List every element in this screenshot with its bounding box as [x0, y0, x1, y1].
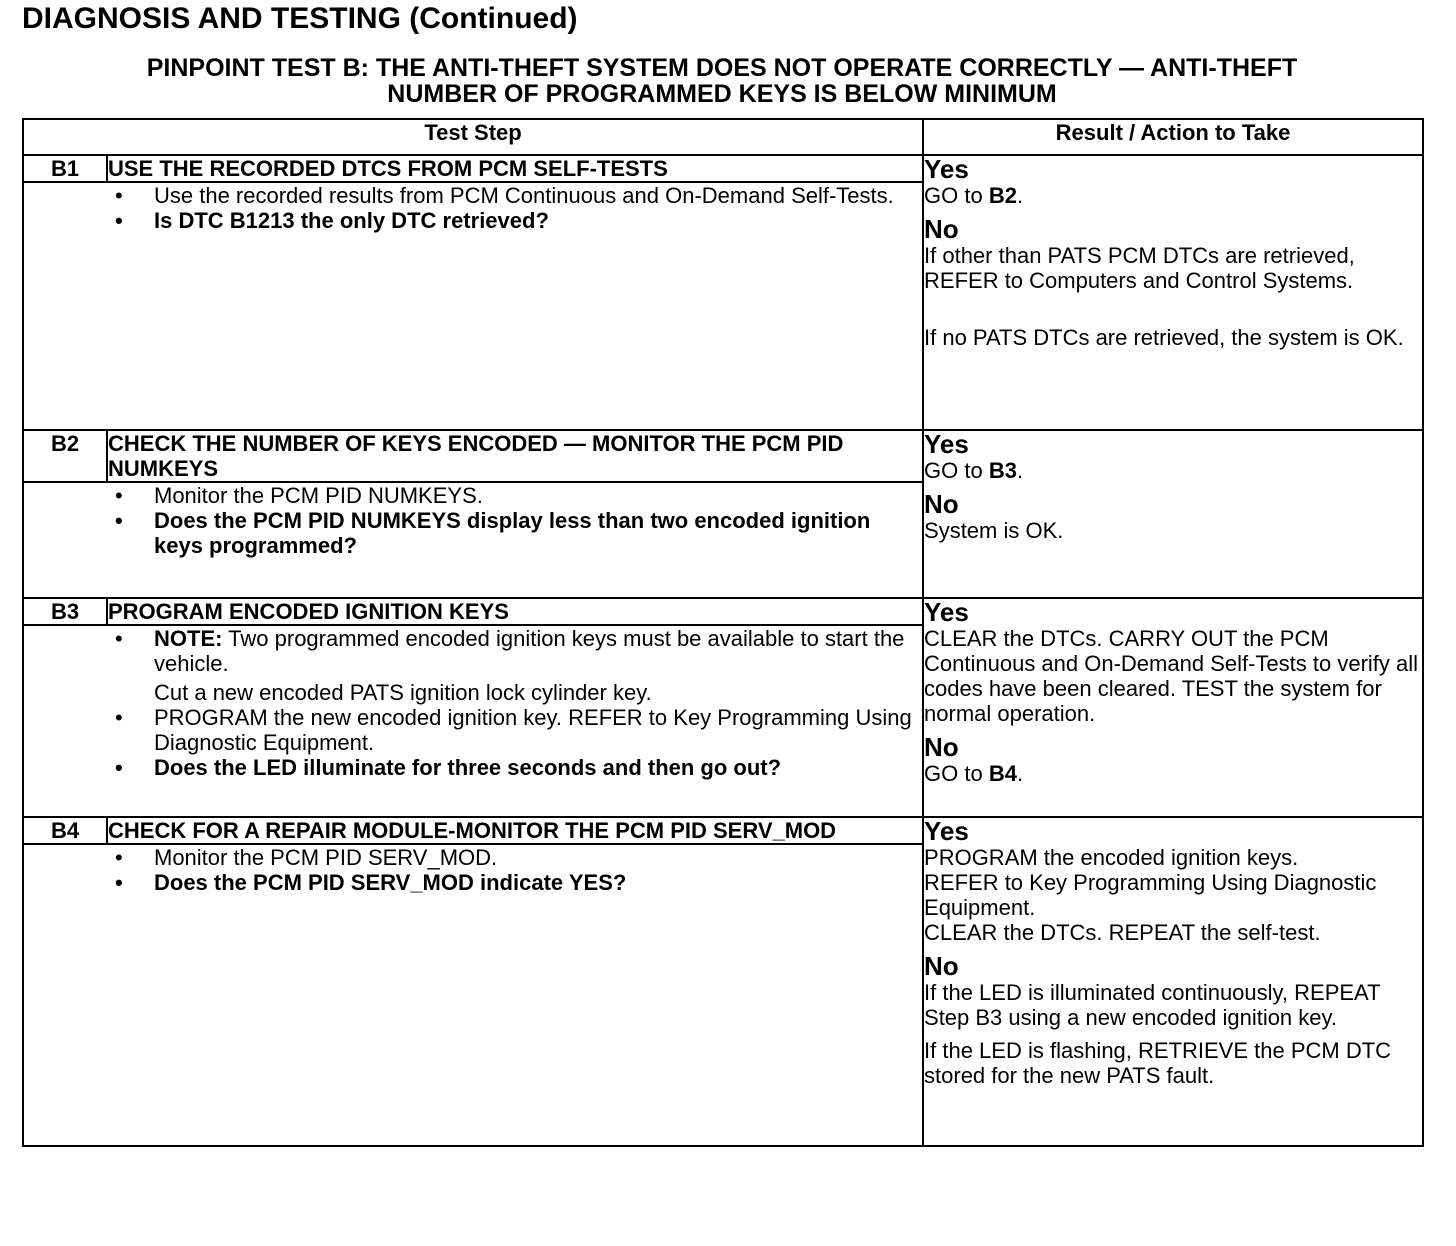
step-header-row	[23, 598, 1423, 625]
no-action-secondary: If the LED is flashing, RETRIEVE the PCM DTC stored for the new PATS fault.	[924, 1038, 1392, 1088]
step-instruction: • Monitor the PCM PID SERV_MOD.	[24, 845, 922, 870]
step-result-cell	[923, 598, 1423, 817]
step-reference: B4	[988, 761, 1017, 786]
note-label: NOTE:	[154, 626, 223, 651]
no-action-secondary: If no PATS DTCs are retrieved, the system is OK.	[924, 325, 1404, 350]
step-body	[23, 182, 923, 430]
yes-action: CLEAR the DTCs. CARRY OUT the PCM Continuous and On-Demand Self-Tests to verify all codes have been cleared. TEST the system for normal operation.	[924, 626, 1419, 726]
result-no	[924, 953, 1422, 1088]
result-yes	[924, 156, 1422, 208]
result-no	[924, 216, 1422, 350]
step-result-cell	[923, 430, 1423, 598]
step-id: B1	[23, 155, 107, 182]
yes-action: PROGRAM the encoded ignition keys.	[924, 845, 1299, 870]
result-yes	[924, 431, 1422, 483]
step-body	[23, 482, 923, 598]
step-id: B2	[23, 430, 107, 482]
pinpoint-test-table	[22, 118, 1424, 1147]
step-body	[23, 625, 923, 817]
no-action: System is OK.	[924, 518, 1064, 543]
yes-action: CLEAR the DTCs. REPEAT the self-test.	[924, 920, 1321, 945]
step-result-cell	[923, 817, 1423, 1146]
result-no	[924, 734, 1422, 786]
step-id: B4	[23, 817, 107, 844]
no-action: If the LED is illuminated continuously, REPEAT Step B3 using a new encoded ignition key.	[924, 980, 1381, 1030]
no-label: No	[924, 214, 959, 244]
step-body	[23, 844, 923, 1146]
step-question: • Does the PCM PID SERV_MOD indicate YES?	[24, 870, 922, 895]
step-id: B3	[23, 598, 107, 625]
step-reference: B3	[988, 458, 1017, 483]
test-title-line-1: PINPOINT TEST B: THE ANTI-THEFT SYSTEM DOES NOT OPERATE CORRECTLY — ANTI-THEFT	[146, 54, 1298, 82]
step-result-cell	[923, 155, 1423, 430]
no-label: No	[924, 489, 959, 519]
step-reference: B2	[988, 183, 1017, 208]
step-instruction: • Use the recorded results from PCM Continuous and On-Demand Self-Tests.	[24, 183, 922, 208]
result-yes	[924, 599, 1422, 726]
no-action: GO to B4.	[924, 761, 1024, 786]
step-instruction: • PROGRAM the new encoded ignition key. REFER to Key Programming Using Diagnostic Equipment.	[24, 705, 922, 755]
yes-action: GO to B3.	[924, 458, 1024, 483]
no-label: No	[924, 951, 959, 981]
test-step-column-header: Test Step	[23, 119, 923, 155]
yes-label: Yes	[924, 816, 969, 846]
no-action: If other than PATS PCM DTCs are retrieved, REFER to Computers and Control Systems.	[924, 243, 1355, 293]
test-title-line-2: NUMBER OF PROGRAMMED KEYS IS BELOW MINIMUM	[387, 80, 1057, 108]
yes-action: GO to B2.	[924, 183, 1024, 208]
page-heading: DIAGNOSIS AND TESTING (Continued)	[22, 2, 578, 35]
step-note: • NOTE: Two programmed encoded ignition keys must be available to start the vehicle.	[24, 626, 922, 676]
step-question: • Is DTC B1213 the only DTC retrieved?	[24, 208, 922, 233]
step-title: USE THE RECORDED DTCS FROM PCM SELF-TESTS	[107, 155, 923, 182]
table-header-row	[23, 119, 1423, 155]
step-title: CHECK THE NUMBER OF KEYS ENCODED — MONITOR THE PCM PID NUMKEYS	[107, 430, 923, 482]
no-label: No	[924, 732, 959, 762]
result-column-header: Result / Action to Take	[923, 119, 1423, 155]
step-instruction: • Monitor the PCM PID NUMKEYS.	[24, 483, 922, 508]
step-header-row	[23, 817, 1423, 844]
step-title: CHECK FOR A REPAIR MODULE-MONITOR THE PCM PID SERV_MOD	[107, 817, 923, 844]
yes-label: Yes	[924, 154, 969, 184]
step-title: PROGRAM ENCODED IGNITION KEYS	[107, 598, 923, 625]
yes-action: REFER to Key Programming Using Diagnostic Equipment.	[924, 870, 1377, 920]
step-instruction: Cut a new encoded PATS ignition lock cylinder key.	[154, 680, 652, 705]
yes-label: Yes	[924, 597, 969, 627]
step-question: • Does the PCM PID NUMKEYS display less than two encoded ignition keys programmed?	[24, 508, 922, 558]
result-no	[924, 491, 1422, 543]
step-header-row	[23, 155, 1423, 182]
pinpoint-test-title	[22, 55, 1422, 107]
result-yes	[924, 818, 1422, 945]
step-question: • Does the LED illuminate for three seconds and then go out?	[24, 755, 922, 780]
step-header-row	[23, 430, 1423, 482]
yes-label: Yes	[924, 429, 969, 459]
